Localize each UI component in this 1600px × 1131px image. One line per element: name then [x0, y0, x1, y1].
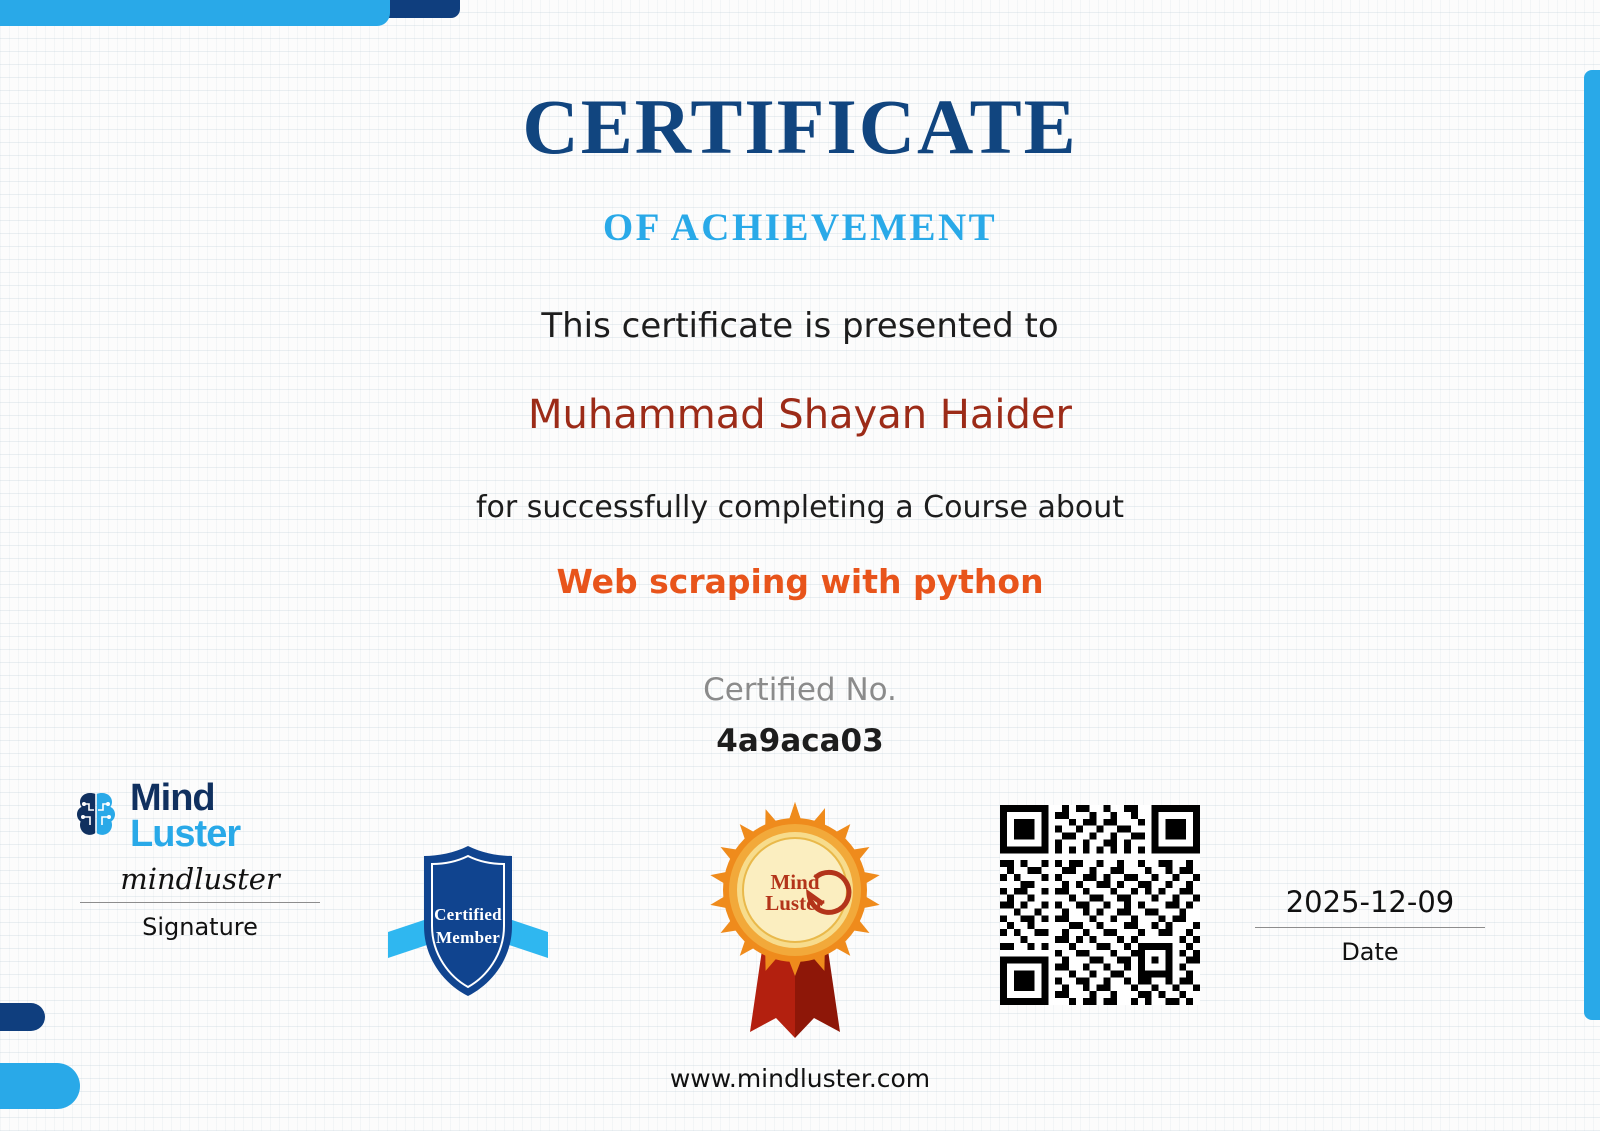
signature-label: Signature: [142, 913, 258, 942]
date-label: Date: [1341, 938, 1399, 966]
signature-script: mindluster: [120, 862, 280, 897]
shield-text: [368, 904, 568, 950]
certified-member-shield: [368, 840, 568, 1010]
gold-rosette-badge: [700, 800, 890, 1040]
signature-rule: [80, 902, 320, 903]
certified-no-label: Certified No.: [703, 672, 897, 708]
brand-word-luster: Luster: [130, 813, 241, 856]
rosette-line-1: Mind: [770, 870, 820, 894]
shield-line-2: Member: [435, 927, 501, 947]
date-rule: [1255, 927, 1485, 928]
website-url[interactable]: www.mindluster.com: [669, 1064, 931, 1093]
brand-word-mind: Mind: [130, 777, 215, 819]
certificate-title: CERTIFICATE: [522, 83, 1078, 170]
certified-no-value: 4a9aca03: [716, 723, 884, 759]
rosette-line-2: Luster: [765, 891, 825, 915]
brain-circuit-icon: [70, 787, 122, 845]
rosette-label: [700, 872, 890, 914]
completion-line: for successfully completing a Course about: [475, 490, 1125, 525]
certificate-footer-row: [0, 777, 1600, 1040]
decor-top-sky-bar: [0, 0, 390, 26]
verification-qr-code[interactable]: [1000, 805, 1200, 1005]
presented-to-line: This certificate is presented to: [541, 306, 1059, 346]
brand-wordmark: [130, 777, 241, 856]
mindluster-logo: [70, 777, 330, 856]
date-block: [1250, 885, 1490, 966]
issue-date-value: 2025-12-09: [1285, 885, 1455, 919]
certificate-subtitle: OF ACHIEVEMENT: [602, 206, 998, 249]
recipient-name: Muhammad Shayan Haider: [528, 392, 1072, 438]
brand-logo-block: [70, 777, 330, 942]
shield-line-1: Certified: [434, 905, 502, 924]
course-name: Web scraping with python: [556, 562, 1044, 601]
